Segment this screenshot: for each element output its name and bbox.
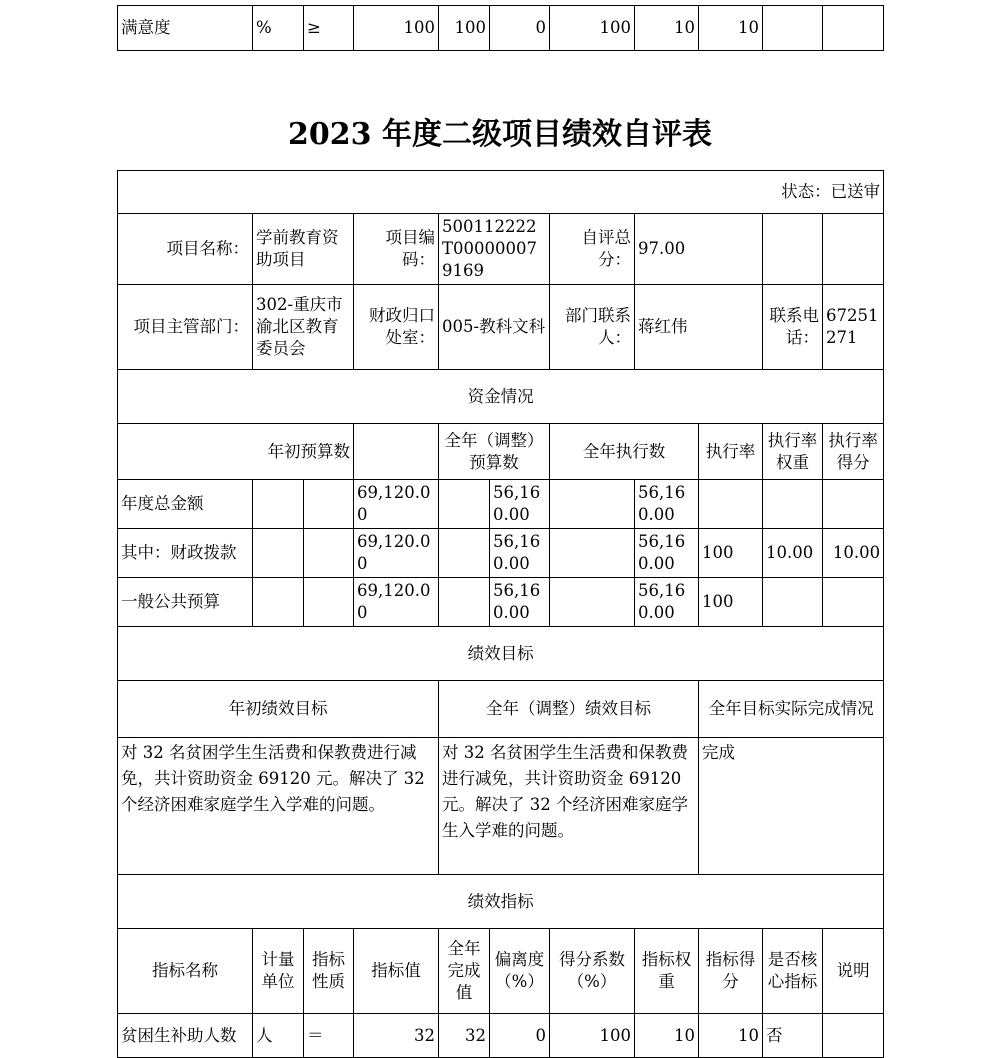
indicator-core bbox=[763, 6, 823, 51]
goals-adjusted-text: 对 32 名贫困学生生活费和保教费进行减免，共计资助资金 69120 元。解决了 32 个经济困难家庭学生入学难的问题。 bbox=[439, 738, 699, 875]
goals-header-adjusted: 全年（调整）绩效目标 bbox=[439, 681, 699, 738]
indicator-core: 否 bbox=[763, 1014, 823, 1058]
indicator-coef: 100 bbox=[550, 6, 635, 51]
funds-row-label: 一般公共预算 bbox=[118, 578, 253, 627]
empty-cell bbox=[550, 578, 635, 627]
status-badge: 状态：已送审 bbox=[118, 171, 884, 214]
evaluation-table bbox=[117, 170, 884, 1058]
project-info-row bbox=[118, 214, 884, 285]
ind-header-actual: 全年完成值 bbox=[439, 929, 490, 1014]
table-row bbox=[118, 529, 884, 578]
ind-header-core: 是否核心指标 bbox=[763, 929, 823, 1014]
funds-row-weight bbox=[763, 578, 823, 627]
indicator-name: 贫困生补助人数 bbox=[118, 1014, 253, 1058]
empty-cell bbox=[304, 529, 354, 578]
empty-cell bbox=[253, 529, 304, 578]
indicator-target: 100 bbox=[354, 6, 439, 51]
ind-header-deviation: 偏离度（%） bbox=[490, 929, 550, 1014]
funds-row-adjusted: 56,160.00 bbox=[490, 529, 550, 578]
indicator-deviation: 0 bbox=[490, 1014, 550, 1058]
funds-row-initial: 69,120.00 bbox=[354, 480, 439, 529]
funds-row-score: 10.00 bbox=[823, 529, 884, 578]
goals-header-initial: 年初绩效目标 bbox=[118, 681, 439, 738]
goals-section-title: 绩效目标 bbox=[118, 627, 884, 681]
funds-section-title: 资金情况 bbox=[118, 370, 884, 424]
indicator-score: 10 bbox=[699, 1014, 763, 1058]
funds-header-initial: 年初预算数 bbox=[118, 424, 354, 480]
funds-header-adjusted: 全年（调整）预算数 bbox=[439, 424, 550, 480]
goals-completion-text: 完成 bbox=[699, 738, 884, 875]
goals-content-row bbox=[118, 738, 884, 875]
indicator-name: 满意度 bbox=[118, 6, 253, 51]
funds-row-rate: 100 bbox=[699, 578, 763, 627]
empty-cell bbox=[439, 529, 490, 578]
funds-section-row bbox=[118, 370, 884, 424]
funds-row-label: 其中：财政拨款 bbox=[118, 529, 253, 578]
table-row bbox=[118, 1014, 884, 1058]
funds-header-row bbox=[118, 424, 884, 480]
funds-header-weight: 执行率权重 bbox=[763, 424, 823, 480]
funds-row-weight bbox=[763, 480, 823, 529]
indicator-unit: % bbox=[253, 6, 304, 51]
empty-cell bbox=[550, 480, 635, 529]
contact-label: 部门联系人： bbox=[550, 285, 635, 370]
empty-cell bbox=[304, 480, 354, 529]
previous-indicator-table bbox=[117, 5, 884, 51]
total-score-label: 自评总分： bbox=[550, 214, 635, 285]
office-value: 005-教科文科 bbox=[439, 285, 550, 370]
contact-value: 蒋红伟 bbox=[635, 285, 763, 370]
ind-header-weight: 指标权重 bbox=[635, 929, 699, 1014]
indicator-note bbox=[823, 1014, 884, 1058]
funds-header-rate: 执行率 bbox=[699, 424, 763, 480]
empty-cell bbox=[253, 480, 304, 529]
funds-row-executed: 56,160.00 bbox=[635, 480, 699, 529]
funds-row-score bbox=[823, 480, 884, 529]
project-name-label: 项目名称： bbox=[118, 214, 253, 285]
office-label: 财政归口处室： bbox=[354, 285, 439, 370]
funds-header-score: 执行率得分 bbox=[823, 424, 884, 480]
funds-row-score bbox=[823, 578, 884, 627]
indicator-actual: 100 bbox=[439, 6, 490, 51]
indicators-header-row bbox=[118, 929, 884, 1014]
phone-value: 67251271 bbox=[823, 285, 884, 370]
empty-cell bbox=[354, 424, 439, 480]
ind-header-name: 指标名称 bbox=[118, 929, 253, 1014]
funds-row-adjusted: 56,160.00 bbox=[490, 480, 550, 529]
indicator-deviation: 0 bbox=[490, 6, 550, 51]
funds-row-rate bbox=[699, 480, 763, 529]
empty-cell bbox=[253, 578, 304, 627]
indicators-section-row bbox=[118, 875, 884, 929]
indicator-coef: 100 bbox=[550, 1014, 635, 1058]
indicator-note bbox=[823, 6, 884, 51]
funds-header-executed: 全年执行数 bbox=[550, 424, 699, 480]
project-name-value: 学前教育资助项目 bbox=[253, 214, 354, 285]
funds-row-weight: 10.00 bbox=[763, 529, 823, 578]
dept-info-row bbox=[118, 285, 884, 370]
status-row bbox=[118, 171, 884, 214]
indicator-weight: 10 bbox=[635, 6, 699, 51]
goals-section-row bbox=[118, 627, 884, 681]
total-score-value: 97.00 bbox=[635, 214, 763, 285]
indicator-nature: ＝ bbox=[304, 1014, 354, 1058]
indicator-actual: 32 bbox=[439, 1014, 490, 1058]
funds-row-executed: 56,160.00 bbox=[635, 578, 699, 627]
indicators-section-title: 绩效指标 bbox=[118, 875, 884, 929]
goals-header-row bbox=[118, 681, 884, 738]
ind-header-nature: 指标性质 bbox=[304, 929, 354, 1014]
empty-cell bbox=[823, 214, 884, 285]
indicator-target: 32 bbox=[354, 1014, 439, 1058]
empty-cell bbox=[550, 529, 635, 578]
indicator-nature: ≥ bbox=[304, 6, 354, 51]
funds-row-label: 年度总金额 bbox=[118, 480, 253, 529]
ind-header-score: 指标得分 bbox=[699, 929, 763, 1014]
table-row bbox=[118, 480, 884, 529]
ind-header-note: 说明 bbox=[823, 929, 884, 1014]
empty-cell bbox=[304, 578, 354, 627]
dept-label: 项目主管部门： bbox=[118, 285, 253, 370]
ind-header-coef: 得分系数（%） bbox=[550, 929, 635, 1014]
page-title: 2023 年度二级项目绩效自评表 bbox=[288, 117, 712, 152]
funds-row-executed: 56,160.00 bbox=[635, 529, 699, 578]
indicator-score: 10 bbox=[699, 6, 763, 51]
indicator-unit: 人 bbox=[253, 1014, 304, 1058]
goals-initial-text: 对 32 名贫困学生生活费和保教费进行减免，共计资助资金 69120 元。解决了 32 个经济困难家庭学生入学难的问题。 bbox=[118, 738, 439, 875]
table-row bbox=[118, 6, 884, 51]
empty-cell bbox=[439, 578, 490, 627]
phone-label: 联系电话： bbox=[763, 285, 823, 370]
indicator-weight: 10 bbox=[635, 1014, 699, 1058]
funds-row-adjusted: 56,160.00 bbox=[490, 578, 550, 627]
project-code-value: 500112222T000000079169 bbox=[439, 214, 550, 285]
funds-row-initial: 69,120.00 bbox=[354, 578, 439, 627]
funds-row-initial: 69,120.00 bbox=[354, 529, 439, 578]
ind-header-unit: 计量单位 bbox=[253, 929, 304, 1014]
goals-header-completion: 全年目标实际完成情况 bbox=[699, 681, 884, 738]
ind-header-target: 指标值 bbox=[354, 929, 439, 1014]
dept-value: 302-重庆市渝北区教育委员会 bbox=[253, 285, 354, 370]
project-code-label: 项目编码： bbox=[354, 214, 439, 285]
empty-cell bbox=[439, 480, 490, 529]
empty-cell bbox=[763, 214, 823, 285]
table-row bbox=[118, 578, 884, 627]
funds-row-rate: 100 bbox=[699, 529, 763, 578]
